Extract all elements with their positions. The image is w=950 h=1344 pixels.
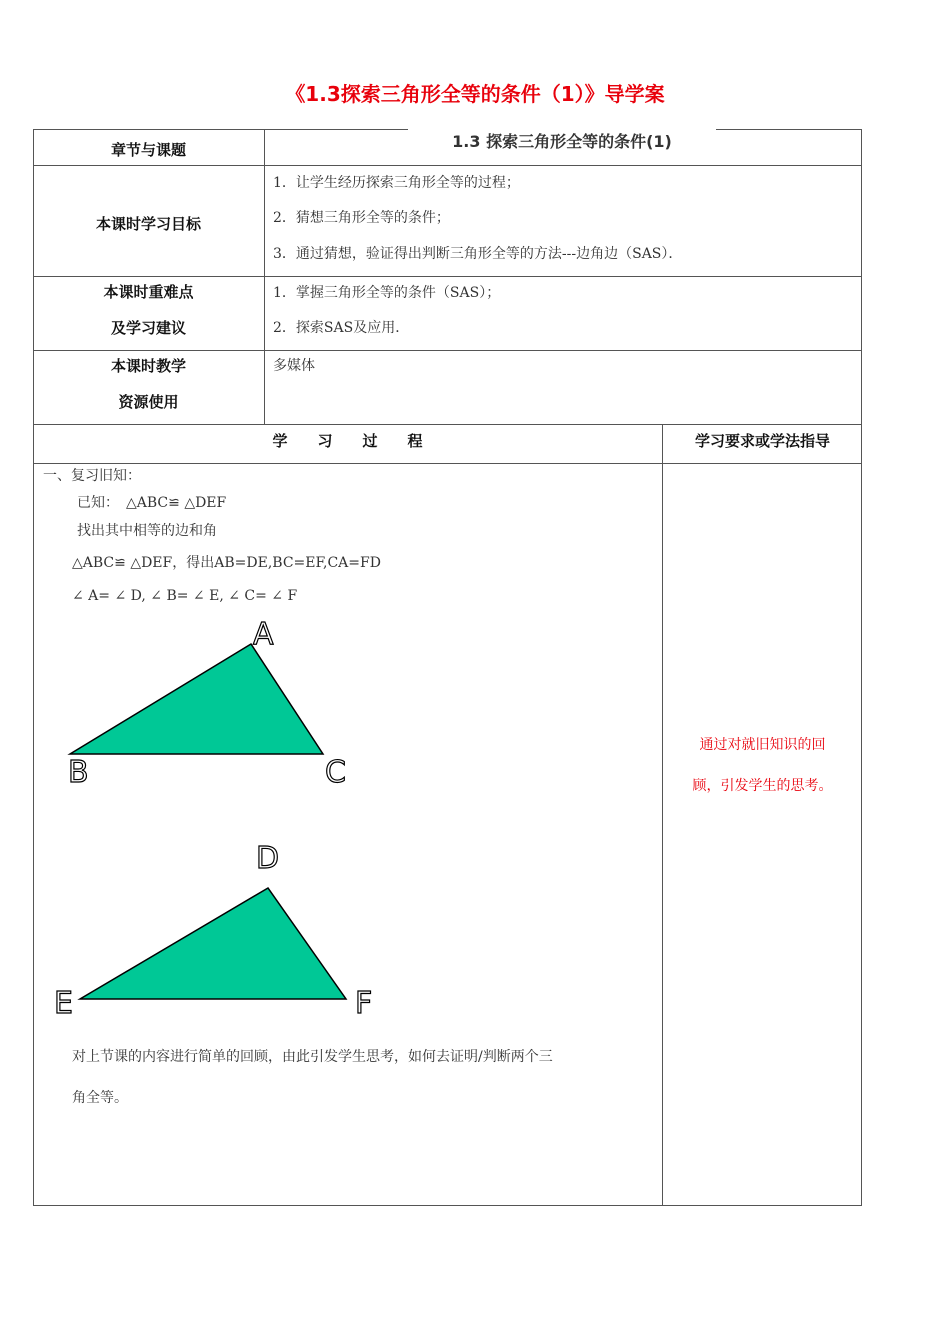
key-point-item: 2．探索SAS及应用． <box>273 320 410 336</box>
resources-value: 多媒体 <box>273 358 315 374</box>
summary-text: 对上节课的内容进行简单的回顾，由此引发学生思考，如何去证明/判断两个三 <box>72 1049 553 1065</box>
document-title: 《1.3探索三角形全等的条件（1）》导学案 <box>285 82 665 106</box>
vertex-label-d: D <box>256 841 280 876</box>
equal-angles: ∠ A= ∠ D, ∠ B= ∠ E, ∠ C= ∠ F <box>72 588 298 604</box>
chapter-label: 章节与课题 <box>110 141 186 159</box>
given-statement: 已知： △ABC≌ △DEF <box>77 495 227 511</box>
guide-note: 顾，引发学生的思考。 <box>692 778 833 794</box>
goal-item: 2．猜想三角形全等的条件； <box>273 210 450 226</box>
course-title: 1.3 探索三角形全等的条件(1) <box>408 129 716 155</box>
vertex-label-a: A <box>253 617 274 652</box>
vertex-label-f: F <box>355 986 373 1021</box>
goal-item: 1．让学生经历探索三角形全等的过程； <box>273 175 520 191</box>
triangle-abc <box>70 644 323 754</box>
process-header: 学 习 过 程 <box>272 432 423 450</box>
goal-item: 3．通过猜想，验证得出判断三角形全等的方法---边角边（SAS）． <box>273 246 683 262</box>
vertex-label-c: C <box>325 755 346 790</box>
resources-label: 资源使用 <box>118 393 179 411</box>
summary-text: 角全等。 <box>72 1090 128 1106</box>
key-points-label: 及学习建议 <box>110 319 186 337</box>
guide-note: 通过对就旧知识的回 <box>699 737 826 753</box>
equal-sides: △ABC≌ △DEF，得出AB=DE,BC=EF,CA=FD <box>72 555 381 571</box>
task-statement: 找出其中相等的边和角 <box>77 523 217 539</box>
section-heading: 一、复习旧知： <box>43 468 141 484</box>
key-points-label: 本课时重难点 <box>103 283 194 301</box>
vertex-label-e: E <box>54 986 73 1021</box>
resources-label: 本课时教学 <box>110 357 186 375</box>
vertex-label-b: B <box>68 755 89 790</box>
guide-header: 学习要求或学法指导 <box>694 432 830 450</box>
key-point-item: 1．掌握三角形全等的条件（SAS）； <box>273 285 501 301</box>
triangle-def <box>80 888 346 999</box>
goals-label: 本课时学习目标 <box>95 215 201 233</box>
